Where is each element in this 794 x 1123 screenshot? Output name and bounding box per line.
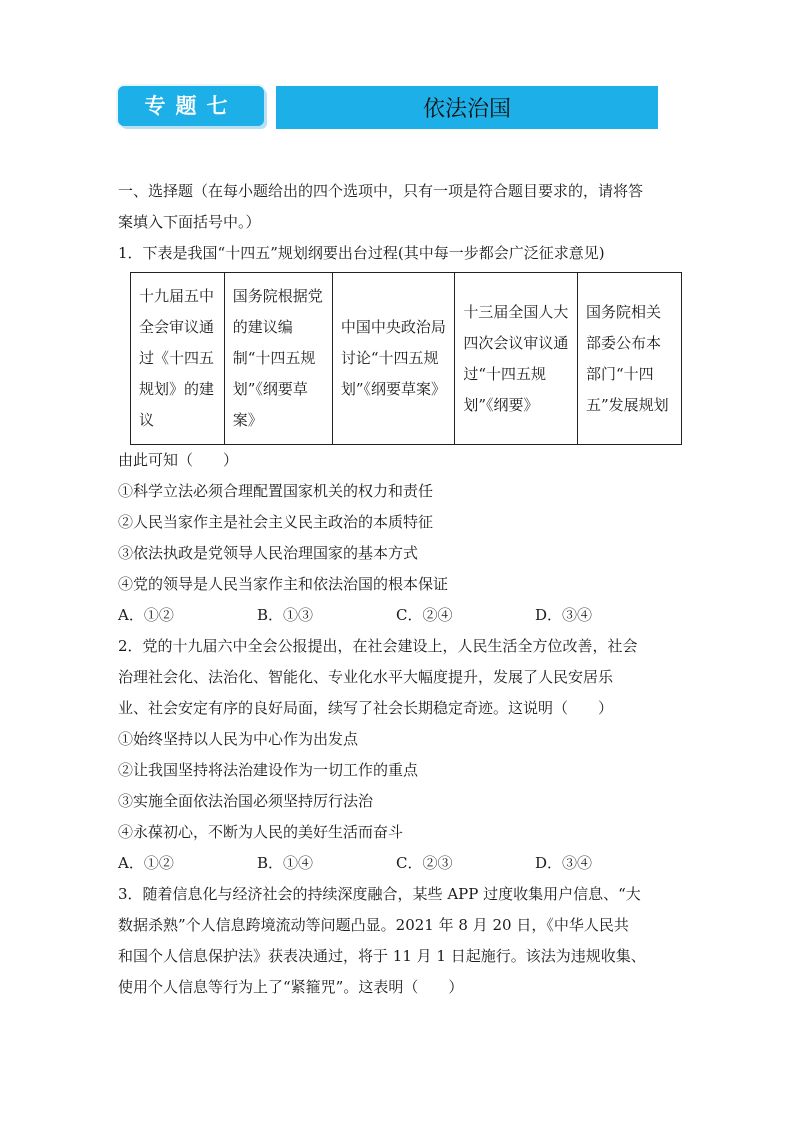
table-cell: 国务院相关部委公布本部门“十四五”发展规划 xyxy=(577,273,681,445)
topic-title-banner: 依法治国 xyxy=(276,86,658,129)
topic-tag: 专题七 xyxy=(118,86,264,126)
option-b: B．①③ xyxy=(257,606,314,624)
table-cell: 中国中央政治局讨论“十四五规划”《纲要草案》 xyxy=(332,273,455,445)
q2-stem-line: 业、社会安定有序的良好局面，续写了社会长期稳定奇迹。这说明（ ） xyxy=(118,699,614,717)
table-cell: 十九届五中全会审议通过《十四五规划》的建议 xyxy=(131,273,225,445)
statement: ④永葆初心，不断为人民的美好生活而奋斗 xyxy=(118,823,404,841)
statement: ①科学立法必须合理配置国家机关的权力和责任 xyxy=(118,482,434,500)
section-heading-line: 案填入下面括号中。） xyxy=(118,213,261,231)
statement: ①始终坚持以人民为中心作为出发点 xyxy=(118,730,359,748)
option-a: A．①② xyxy=(118,606,174,624)
section-heading-line: 一、选择题（在每小题给出的四个选项中，只有一项是符合题目要求的，请将答 xyxy=(118,182,644,200)
answer-options xyxy=(118,600,688,631)
statement: ④党的领导是人民当家作主和依法治国的根本保证 xyxy=(118,575,449,593)
q2-stem-line: 治理社会化、法治化、智能化、专业化水平大幅度提升，发展了人民安居乐 xyxy=(118,668,614,686)
q1-prompt: 由此可知（ ） xyxy=(118,451,239,469)
statement: ②人民当家作主是社会主义民主政治的本质特征 xyxy=(118,513,434,531)
statement: ③实施全面依法治国必须坚持厉行法治 xyxy=(118,792,374,810)
process-table xyxy=(130,272,682,445)
q3-stem-line: 使用个人信息等行为上了“紧箍咒”。这表明（ ） xyxy=(118,978,464,996)
option-c: C．②④ xyxy=(396,606,453,624)
q3-stem-line: 和国个人信息保护法》获表决通过，将于 11 月 1 日起施行。该法为违规收集、 xyxy=(118,947,646,965)
question-content xyxy=(118,176,688,1003)
statement: ③依法执政是党领导人民治理国家的基本方式 xyxy=(118,544,419,562)
table-cell: 国务院根据党的建议编制“十四五规划”《纲要草案》 xyxy=(224,273,332,445)
option-a: A．①② xyxy=(118,854,174,872)
table-row xyxy=(131,273,682,445)
q2-stem-line: 2．党的十九届六中全会公报提出，在社会建设上，人民生活全方位改善，社会 xyxy=(118,637,638,655)
option-d: D．③④ xyxy=(535,606,593,624)
answer-options xyxy=(118,848,688,879)
table-cell: 十三届全国人大四次会议审议通过“十四五规划”《纲要》 xyxy=(455,273,578,445)
option-c: C．②③ xyxy=(396,854,453,872)
q3-stem-line: 数据杀熟”个人信息跨境流动等问题凸显。2021 年 8 月 20 日，《中华人民共 xyxy=(118,916,629,934)
q1-stem: 1．下表是我国“十四五”规划纲要出台过程(其中每一步都会广泛征求意见) xyxy=(118,244,605,262)
q3-stem-line: 3．随着信息化与经济社会的持续深度融合，某些 APP 过度收集用户信息、“大 xyxy=(118,885,641,903)
statement: ②让我国坚持将法治建设作为一切工作的重点 xyxy=(118,761,419,779)
option-d: D．③④ xyxy=(535,854,593,872)
option-b: B．①④ xyxy=(257,854,314,872)
